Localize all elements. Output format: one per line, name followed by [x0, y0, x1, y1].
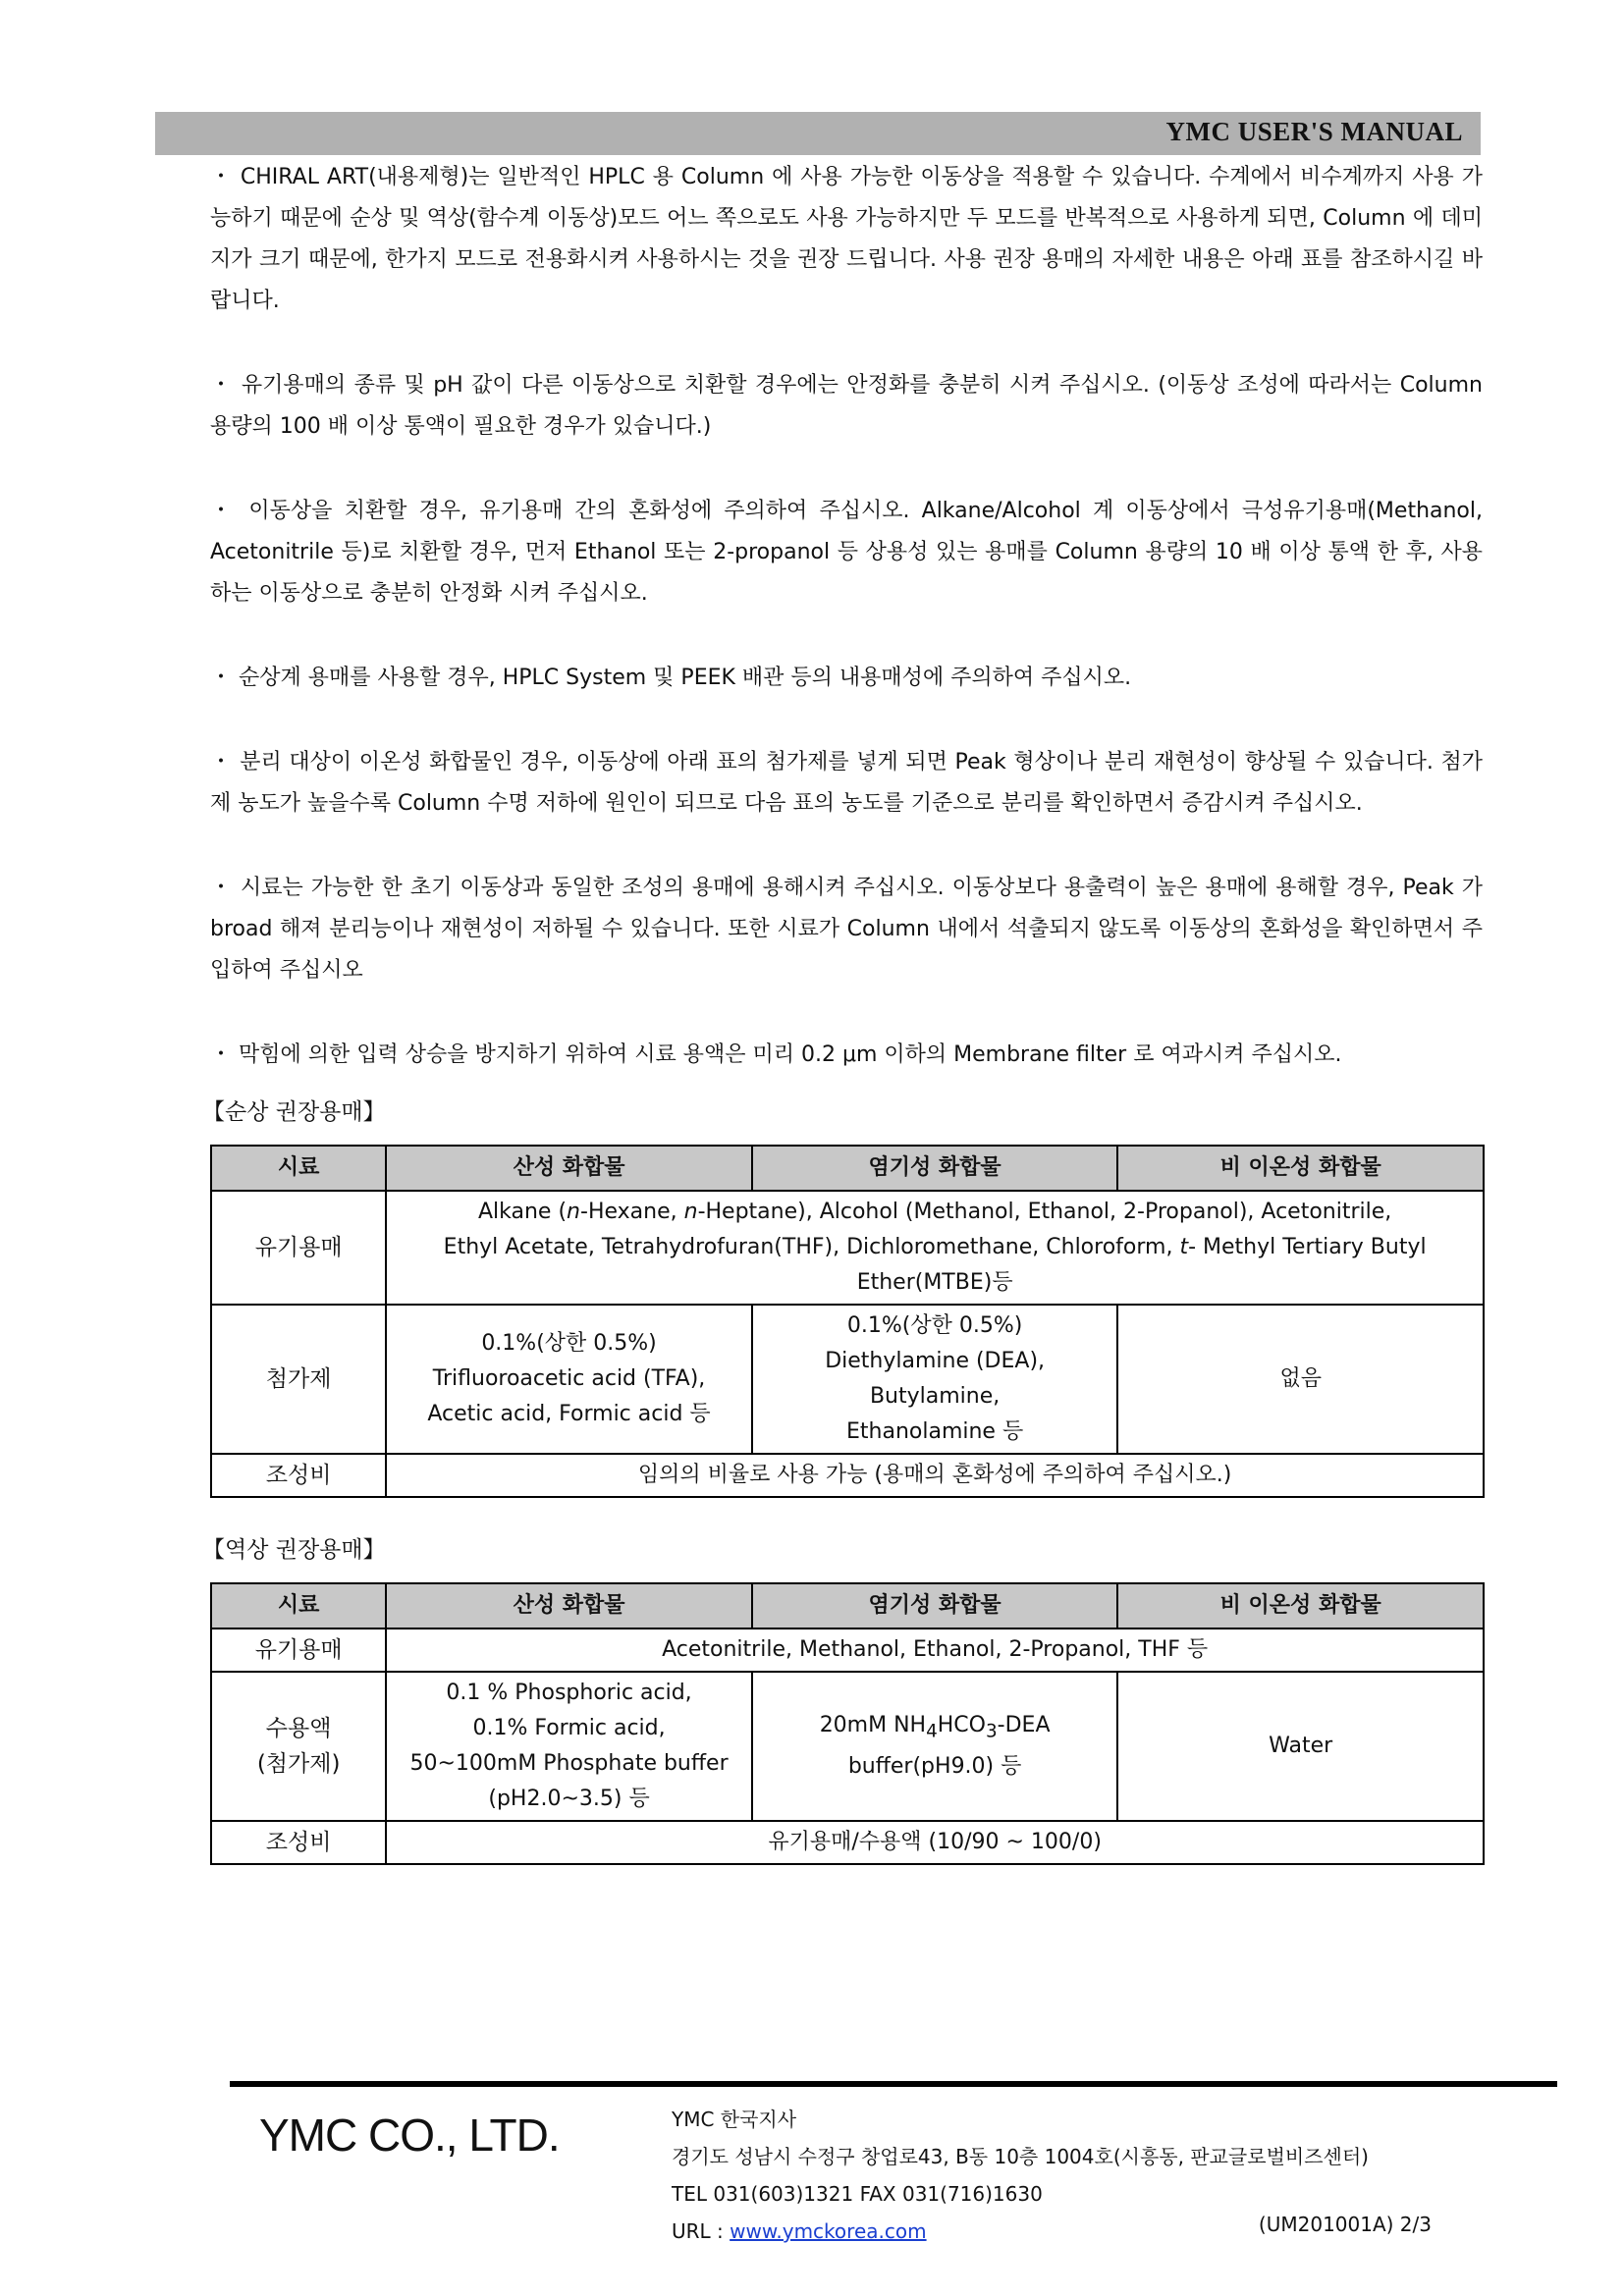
- paragraph-3: ・ 이동상을 치환할 경우, 유기용매 간의 혼화성에 주의하여 주십시오. Alkane/Alcohol 계 이동상에서 극성유기용매(Methanol, Acetonitrile 등)로 치환할 경우, 먼저 Ethanol 또는 2-propanol 등 상용성 있는 용매를 Column 용량의 10 배 이상 통액 한 후, 사용하는 이동상으로 충분히 안정화 시켜 주십시오.: [210, 499, 1483, 606]
- header-sample: 시료: [211, 1583, 386, 1629]
- table-row: [211, 1672, 1484, 1821]
- address: 경기도 성남시 수정구 창업로43, B동 10층 1004호(시흥동, 판교글로벌비즈센터): [672, 2145, 1369, 2168]
- header-acidic: 산성 화합물: [386, 1583, 752, 1629]
- header-basic: 염기성 화합물: [752, 1583, 1118, 1629]
- branch-name: YMC 한국지사: [672, 2108, 797, 2131]
- phone-fax: TEL 031(603)1321 FAX 031(716)1630: [672, 2182, 1043, 2206]
- table-row: [211, 1629, 1484, 1672]
- reverse-phase-table: [210, 1582, 1485, 1865]
- header-sample: 시료: [211, 1146, 386, 1191]
- manual-title: YMC USER'S MANUAL: [1165, 117, 1463, 146]
- solvent-cell: Alkane (n-Hexane, n-Heptane), Alcohol (Methanol, Ethanol, 2-Propanol), Acetonitrile, Ethyl Acetate, Tetrahydrofuran(THF), Dichloromethane, Chloroform, t- Methyl Tertiary Butyl Ether(MTBE)등: [386, 1191, 1484, 1305]
- header-acidic: 산성 화합물: [386, 1146, 752, 1191]
- table-row: [211, 1821, 1484, 1864]
- paragraph-5: ・ 분리 대상이 이온성 화합물인 경우, 이동상에 아래 표의 첨가제를 넣게 되면 Peak 형상이나 분리 재현성이 향상될 수 있습니다. 첨가제 농도가 높을수록 Column 수명 저하에 원인이 되므로 다음 표의 농도를 기준으로 분리를 확인하면서 증감시켜 주십시오.: [210, 750, 1483, 816]
- header-nonionic: 비 이온성 화합물: [1117, 1146, 1484, 1191]
- ratio-cell: 임의의 비율로 사용 가능 (용매의 혼화성에 주의하여 주십시오.): [386, 1454, 1484, 1497]
- row-label-ratio: 조성비: [211, 1454, 386, 1497]
- aqueous-base-cell: 20mM $NH_4HCO_3$-DEA buffer(pH9.0) 등: [752, 1672, 1118, 1821]
- website-link[interactable]: www.ymckorea.com: [730, 2219, 927, 2243]
- table-row: [211, 1454, 1484, 1497]
- normal-phase-table: [210, 1145, 1485, 1498]
- header-basic: 염기성 화합물: [752, 1146, 1118, 1191]
- row-label-ratio: 조성비: [211, 1821, 386, 1864]
- paragraph-1: ・ CHIRAL ART(내용제형)는 일반적인 HPLC 용 Column 에 사용 가능한 이동상을 적용할 수 있습니다. 수계에서 비수계까지 사용 가능하기 때문에 순상 및 역상(함수계 이동상)모드 어느 쪽으로도 사용 가능하지만 두 모드를 반복적으로 사용하게 되면, Column 에 데미지가 크기 때문에, 한가지 모드로 전용화시켜 사용하시는 것을 권장 드립니다. 사용 권장 용매의 자세한 내용은 아래 표를 참조하시길 바랍니다.: [210, 165, 1483, 313]
- table-header-row: [211, 1583, 1484, 1629]
- additive-base-cell: 0.1%(상한 0.5%) Diethylamine (DEA), Butylamine, Ethanolamine 등: [752, 1305, 1118, 1454]
- additive-neutral-cell: 없음: [1117, 1305, 1484, 1454]
- paragraph-7: ・ 막힘에 의한 입력 상승을 방지하기 위하여 시료 용액은 미리 0.2 μm 이하의 Membrane filter 로 여과시켜 주십시오.: [210, 1042, 1342, 1067]
- row-label-solvent: 유기용매: [211, 1629, 386, 1672]
- company-logo: YMC CO., LTD.: [259, 2109, 560, 2161]
- solvent-cell: Acetonitrile, Methanol, Ethanol, 2-Propanol, THF 등: [386, 1629, 1484, 1672]
- additive-acid-cell: 0.1%(상한 0.5%) Trifluoroacetic acid (TFA), Acetic acid, Formic acid 등: [386, 1305, 752, 1454]
- table-row: [211, 1191, 1484, 1305]
- reverse-phase-caption: 【역상 권장용매】: [202, 1537, 386, 1563]
- row-label-additive: 첨가제: [211, 1305, 386, 1454]
- table-row: [211, 1305, 1484, 1454]
- header-nonionic: 비 이온성 화합물: [1117, 1583, 1484, 1629]
- normal-phase-caption: 【순상 권장용매】: [202, 1099, 386, 1125]
- row-label-solvent: 유기용매: [211, 1191, 386, 1305]
- paragraph-2: ・ 유기용매의 종류 및 pH 값이 다른 이동상으로 치환할 경우에는 안정화를 충분히 시켜 주십시오. (이동상 조성에 따라서는 Column 용량의 100 배 이상 통액이 필요한 경우가 있습니다.): [210, 373, 1483, 439]
- footer-divider: [230, 2081, 1557, 2087]
- row-label-aqueous: 수용액 (첨가제): [211, 1672, 386, 1821]
- ratio-cell: 유기용매/수용액 (10/90 ~ 100/0): [386, 1821, 1484, 1864]
- table-header-row: [211, 1146, 1484, 1191]
- paragraph-6: ・ 시료는 가능한 한 초기 이동상과 동일한 조성의 용매에 용해시켜 주십시오. 이동상보다 용출력이 높은 용매에 용해할 경우, Peak 가 broad 해져 분리능이나 재현성이 저하될 수 있습니다. 또한 시료가 Column 내에서 석출되지 않도록 이동상의 혼화성을 확인하면서 주입하여 주십시오: [210, 876, 1483, 983]
- url-line: URL : www.ymckorea.com: [672, 2219, 927, 2243]
- paragraph-4: ・ 순상계 용매를 사용할 경우, HPLC System 및 PEEK 배관 등의 내용매성에 주의하여 주십시오.: [210, 666, 1132, 690]
- aqueous-neutral-cell: Water: [1117, 1672, 1484, 1821]
- aqueous-acid-cell: 0.1 % Phosphoric acid, 0.1% Formic acid, 50~100mM Phosphate buffer (pH2.0~3.5) 등: [386, 1672, 752, 1821]
- page-content: [202, 157, 1483, 1865]
- header-bar: [155, 112, 1481, 155]
- document-code: (UM201001A) 2/3: [1258, 2213, 1432, 2236]
